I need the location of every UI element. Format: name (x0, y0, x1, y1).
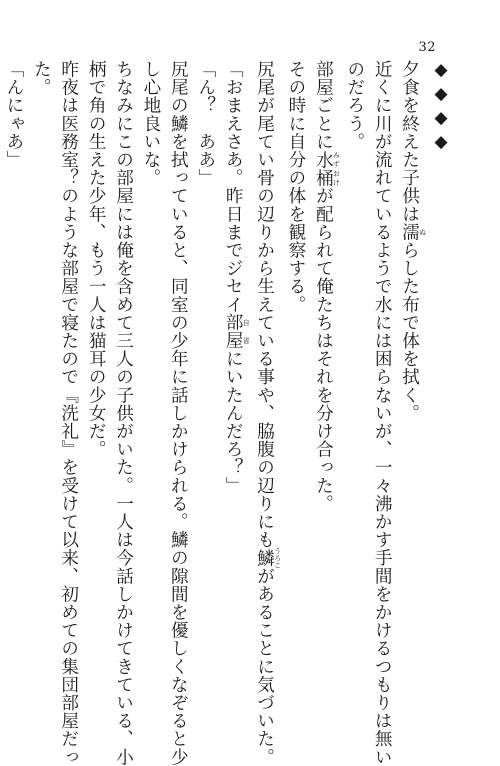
text-line (340, 60, 367, 660)
ruby-annotation (399, 222, 427, 242)
page-number: 32 (418, 40, 436, 55)
text-segment: 夕食を終えた子供は (399, 60, 420, 223)
text-line (82, 60, 109, 660)
ruby-annotation (223, 313, 251, 350)
text-line (250, 60, 282, 766)
ruby-base: 部屋 (223, 313, 244, 350)
text-segment: ちなみにこの部屋には俺を含めて三人の子供がいた。一人は今話しかけてきている、小 (113, 60, 134, 766)
text-line (164, 60, 191, 766)
text-line (395, 60, 426, 660)
text-segment: 尻尾の鱗を拭っていると、同室の少年に話しかけられる。鱗の隙間を優しくなぞると少 (168, 60, 189, 766)
text-segment: その時に自分の体を観察する。 (285, 60, 306, 314)
ruby-text: ぬ (418, 222, 427, 241)
text-line (219, 60, 250, 660)
text-segment: 部屋ごとに (313, 60, 334, 151)
text-line (109, 60, 136, 766)
text-line (137, 60, 164, 660)
ruby-annotation (313, 150, 341, 187)
ruby-text: みずおけ (332, 150, 341, 187)
ruby-text: 自省 (242, 313, 251, 350)
text-line (309, 60, 340, 660)
ruby-base: 濡 (399, 222, 420, 242)
ruby-base: 水桶 (313, 150, 334, 187)
ruby-annotation (254, 547, 282, 569)
text-line (191, 60, 218, 660)
text-segment: 近くに川が流れているようで水には困らないが、一々沸かす手間をかけるつもりは無い (372, 60, 393, 766)
text-segment: 昨夜は医務室？のような部屋で寝たので『洗礼』を受けて以来、初めての集団部屋だっ (58, 60, 79, 766)
text-segment: 尻尾が尾てい骨の辺りから生えている事や、脇腹の辺りにも (254, 60, 275, 549)
text-segment: 柄で角の生えた少年、もう一人は猫耳の少女だ。 (86, 60, 107, 459)
text-segment: のだろう。 (344, 60, 365, 151)
ruby-text: うろこ (273, 547, 282, 569)
text-segment: し心地良いな。 (140, 60, 161, 187)
text-segment: 「おまえさあ。昨日までジセイ (223, 60, 244, 314)
text-line (27, 60, 54, 660)
text-line (54, 60, 81, 766)
text-segment: が配られて俺たちはそれを分け合った。 (313, 186, 334, 513)
text-line (282, 60, 309, 660)
text-segment: らした布で体を拭く。 (399, 241, 420, 423)
section-ornament: ◆◆◆◆ (431, 60, 451, 156)
vertical-text-block (0, 60, 454, 766)
text-segment: 「んにゃあ」 (3, 60, 24, 169)
text-line (0, 60, 27, 660)
text-segment: た。 (31, 60, 52, 97)
text-segment: にいたんだろ？」 (223, 349, 244, 495)
ruby-base: 鱗 (254, 547, 275, 569)
text-segment: 「ん？ ああ」 (195, 60, 216, 187)
text-line (368, 60, 395, 766)
text-segment: があることに気づいた。 (254, 566, 275, 766)
